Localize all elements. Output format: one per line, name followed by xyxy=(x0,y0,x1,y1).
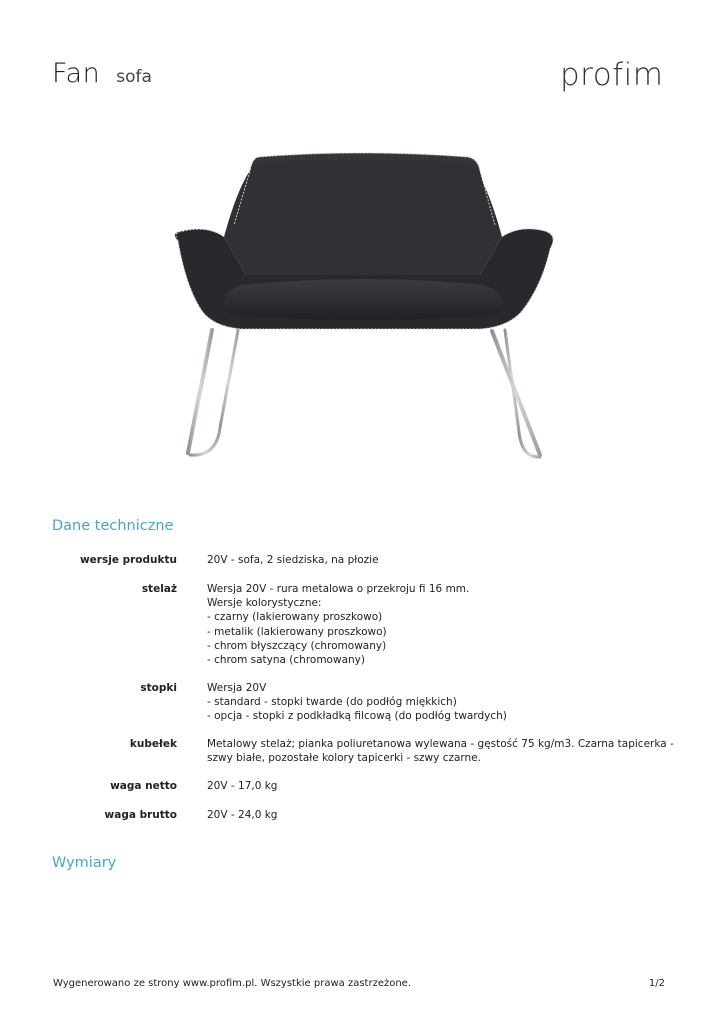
spec-label: stopki xyxy=(140,682,177,694)
spec-line: - chrom satyna (chromowany) xyxy=(207,654,365,667)
spec-line: Wersja 20V - rura metalowa o przekroju fi 16 mm. xyxy=(207,583,470,595)
spec-label: waga netto xyxy=(110,780,177,792)
spec-label: wersje produktu xyxy=(79,554,177,566)
spec-line: Metalowy stelaż; pianka poliuretanowa wylewana - gęstość 75 kg/m3. Czarna tapicerka - xyxy=(207,738,674,750)
spec-label: waga brutto xyxy=(104,809,177,821)
spec-line: - chrom błyszczący (chromowany) xyxy=(207,639,387,652)
spec-line: 20V - 24,0 kg xyxy=(207,809,278,821)
spec-value xyxy=(207,553,677,567)
spec-value xyxy=(207,737,677,765)
product-name: Fan xyxy=(52,58,101,89)
spec-value xyxy=(207,681,677,724)
spec-line: - opcja - stopki z podkładką filcową (do podłóg twardych) xyxy=(207,710,507,723)
spec-line: 20V - sofa, 2 siedziska, na płozie xyxy=(207,554,379,566)
sled-frame xyxy=(188,330,540,457)
spec-line: - czarny (lakierowany proszkowo) xyxy=(207,611,383,624)
footer-copyright: Wygenerowano ze strony www.profim.pl. Wszystkie prawa zastrzeżone. xyxy=(53,978,412,989)
section-heading-technical: Dane techniczne xyxy=(52,518,174,534)
section-heading-dimensions: Wymiary xyxy=(52,855,117,871)
brand-logo[interactable] xyxy=(560,55,675,95)
sofa-image xyxy=(150,145,575,470)
page-title xyxy=(52,58,152,89)
spec-line: - metalik (lakierowany proszkowo) xyxy=(207,625,387,638)
spec-value xyxy=(207,779,677,793)
spec-line: 20V - 17,0 kg xyxy=(207,780,278,792)
sofa-seat xyxy=(224,279,502,320)
spec-line: szwy białe, pozostałe kolory tapicerki - szwy czarne. xyxy=(207,752,481,765)
product-type: sofa xyxy=(116,67,152,87)
page-number: 1/2 xyxy=(648,978,665,989)
spec-line: - standard - stopki twarde (do podłóg miękkich) xyxy=(207,696,457,709)
spec-line: Wersja 20V xyxy=(207,682,267,694)
spec-label: stelaż xyxy=(141,583,177,595)
spec-value xyxy=(207,808,677,822)
spec-value xyxy=(207,582,677,667)
spec-label: kubełek xyxy=(129,738,177,750)
logo-text: profim xyxy=(560,57,664,93)
spec-line: Wersje kolorystyczne: xyxy=(207,597,322,610)
